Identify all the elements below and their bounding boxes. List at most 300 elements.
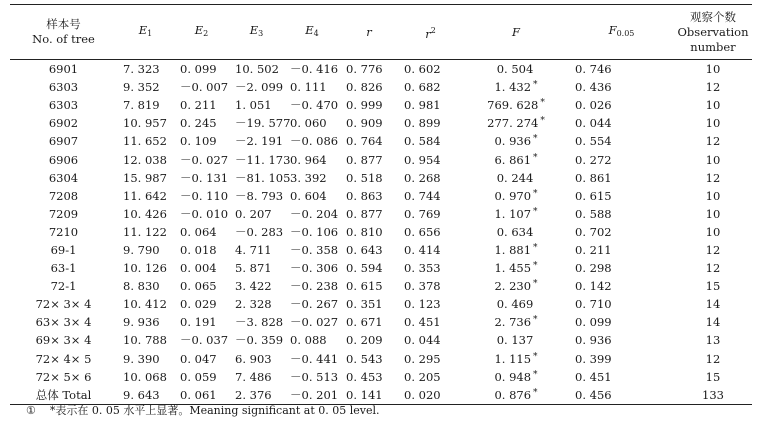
footnote-text: *表示在 0. 05 水平上显著。Meaning significant at 0. 05 level. [49,404,380,417]
cell-f-value: 0. 876 [494,387,532,402]
cell-e2 [174,313,229,331]
cell-f005-value: 0. 399 [575,351,612,366]
cell-e3-value: 3. 422 [235,279,272,294]
cell-r-value: 0. 351 [346,297,383,312]
cell-r2 [398,60,463,79]
cell-e2-value: －0. 037 [180,333,229,348]
cell-e3 [229,223,284,241]
cell-r2 [398,241,463,259]
cell-e4-value: －0. 086 [290,134,339,149]
header-e4-subscript: 4 [313,29,319,38]
cell-e4-value: 0. 604 [290,188,327,203]
cell-r [340,350,398,368]
cell-sample-id-value: 72× 3× 4 [35,297,92,312]
cell-e2 [174,241,229,259]
cell-e1 [117,169,174,187]
cell-r2-value: 0. 602 [404,62,441,77]
table-row [10,205,752,223]
significance-star: * [533,242,538,253]
cell-e3-value: －81. 105 [235,170,291,185]
cell-f005 [569,277,674,295]
cell-sample-id [10,96,117,114]
cell-e4-value: 0. 111 [290,80,327,95]
cell-f005 [569,132,674,150]
cell-sample-id [10,187,117,205]
cell-e4 [284,295,340,313]
cell-r-value: 0. 209 [346,333,383,348]
cell-f005 [569,350,674,368]
cell-r-value: 0. 810 [346,224,383,239]
cell-observation-count [674,78,752,96]
cell-f [463,295,569,313]
cell-e1 [117,114,174,132]
cell-e4-value: －0. 513 [290,369,339,384]
cell-r2-value: 0. 451 [404,315,441,330]
cell-r2 [398,114,463,132]
cell-r-value: 0. 518 [346,170,383,185]
header-r-symbol: r [366,24,372,39]
cell-f005 [569,259,674,277]
table-body [10,60,752,405]
cell-e2 [174,114,229,132]
cell-r2-value: 0. 205 [404,369,441,384]
cell-f005-value: 0. 026 [575,98,612,113]
cell-e4-value: －0. 358 [290,242,339,257]
header-observation [674,5,752,60]
table-row [10,368,752,386]
cell-f005-value: 0. 211 [575,242,612,257]
cell-sample-id [10,114,117,132]
cell-observation-count-value: 12 [705,134,721,149]
header-e1 [117,5,174,60]
cell-e1 [117,350,174,368]
cell-f-value: 2. 736 [494,315,532,330]
cell-r2 [398,386,463,405]
significance-star: * [533,351,538,362]
table-row [10,223,752,241]
cell-sample-id [10,331,117,349]
cell-e4-value: －0. 106 [290,224,339,239]
cell-r2 [398,205,463,223]
table-row [10,187,752,205]
cell-e4 [284,114,340,132]
cell-f-value: 769. 628 [487,98,539,113]
cell-e3-value: －11. 173 [235,152,291,167]
cell-observation-count [674,150,752,168]
cell-e4 [284,60,340,79]
cell-f-value: 0. 970 [494,188,532,203]
cell-observation-count [674,223,752,241]
cell-e1-value: 11. 652 [123,134,167,149]
cell-f-value: 0. 634 [496,224,534,239]
cell-f-value: 0. 137 [496,333,534,348]
header-e3 [229,5,284,60]
cell-observation-count [674,241,752,259]
cell-e3-value: －0. 283 [235,224,284,239]
cell-e2-value: 0. 059 [180,369,217,384]
cell-sample-id-value: 6906 [48,152,79,167]
cell-r [340,132,398,150]
cell-e2 [174,78,229,96]
cell-f005-value: 0. 298 [575,261,612,276]
cell-f [463,223,569,241]
significance-star: * [540,116,545,127]
cell-r-value: 0. 909 [346,116,383,131]
cell-observation-count [674,169,752,187]
cell-e1 [117,187,174,205]
cell-f [463,331,569,349]
header-f005-symbol: F [608,23,617,37]
cell-observation-count-value: 15 [705,279,721,294]
cell-r-value: 0. 141 [346,387,383,402]
cell-f [463,205,569,223]
cell-r-value: 0. 615 [346,279,383,294]
cell-e1-value: 11. 642 [123,188,167,203]
cell-e4 [284,169,340,187]
significance-star: * [533,387,538,398]
cell-e3 [229,313,284,331]
cell-r [340,277,398,295]
data-table [10,4,752,405]
cell-sample-id [10,313,117,331]
cell-r [340,259,398,277]
cell-r2-value: 0. 378 [404,279,441,294]
cell-e1-value: 10. 957 [123,116,167,131]
cell-sample-id [10,368,117,386]
cell-observation-count-value: 10 [705,152,721,167]
cell-r [340,114,398,132]
cell-e4-value: 3. 392 [290,170,327,185]
cell-sample-id-value: 7208 [48,188,79,203]
significance-star: * [533,369,538,380]
cell-r2-value: 0. 044 [404,333,441,348]
cell-f005 [569,96,674,114]
cell-e1-value: 10. 412 [123,297,167,312]
cell-e1 [117,96,174,114]
cell-r [340,368,398,386]
cell-r2-value: 0. 744 [404,188,441,203]
cell-e3 [229,150,291,168]
cell-sample-id-value: 72× 4× 5 [35,351,92,366]
cell-r [340,313,398,331]
cell-e1-value: 10. 068 [123,369,167,384]
cell-r-value: 0. 643 [346,242,383,257]
cell-r-value: 0. 594 [346,261,383,276]
cell-observation-count-value: 10 [705,62,721,77]
cell-observation-count-value: 10 [705,188,721,203]
table-row [10,96,752,114]
cell-observation-count-value: 133 [702,387,724,402]
cell-f [463,169,569,187]
cell-observation-count-value: 10 [705,98,721,113]
cell-f-value: 6. 861 [494,152,532,167]
cell-observation-count [674,368,752,386]
cell-f005-value: 0. 451 [575,369,612,384]
cell-e4 [284,350,340,368]
cell-e3 [229,350,284,368]
cell-e3-value: －2. 191 [235,134,284,149]
header-e2-symbol: E [194,23,204,37]
cell-sample-id-value: 69-1 [50,242,77,257]
cell-sample-id-value: 6907 [48,134,79,149]
cell-e1-value: 9. 936 [123,315,160,330]
cell-e1 [117,241,174,259]
cell-f-value: 1. 107 [494,206,532,221]
cell-r2-value: 0. 414 [404,242,441,257]
cell-e2-value: 0. 191 [180,315,217,330]
cell-e3-value: 7. 486 [235,369,272,384]
cell-e3-value: 5. 871 [235,261,272,276]
cell-e4 [284,313,340,331]
cell-e2 [174,331,229,349]
cell-e2-value: －0. 110 [180,188,229,203]
cell-r [340,223,398,241]
cell-sample-id-value: 6902 [48,116,79,131]
cell-e2 [174,295,229,313]
cell-e4-value: －0. 238 [290,279,339,294]
cell-e1-value: 10. 426 [123,206,167,221]
cell-sample-id [10,78,117,96]
cell-f [463,259,569,277]
cell-observation-count [674,132,752,150]
cell-observation-count-value: 14 [705,297,721,312]
cell-sample-id [10,132,117,150]
cell-r [340,96,398,114]
cell-e2-value: 0. 099 [180,62,217,77]
cell-r2 [398,295,463,313]
cell-e4 [284,368,340,386]
significance-star: * [533,206,538,217]
cell-f [463,350,569,368]
cell-sample-id [10,295,117,313]
cell-e2-value: 0. 064 [180,224,217,239]
cell-f [463,60,569,79]
cell-e1-value: 9. 390 [123,351,160,366]
cell-f-value: 1. 455 [494,261,532,276]
cell-e4-value: 0. 060 [290,116,327,131]
cell-r2 [398,223,463,241]
cell-f [463,150,569,168]
cell-f005 [569,295,674,313]
cell-f005 [569,60,674,79]
cell-f [463,114,569,132]
cell-sample-id-value: 69× 3× 4 [35,333,92,348]
cell-f-value: 0. 469 [496,297,534,312]
significance-star: * [533,134,538,145]
cell-f005 [569,169,674,187]
cell-sample-id-value: 总体 Total [35,387,92,402]
cell-e4 [284,241,340,259]
significance-star: * [533,279,538,290]
cell-e2-value: 0. 245 [180,116,217,131]
cell-e3 [229,259,284,277]
header-f-symbol: F [512,24,520,39]
cell-e4 [284,277,340,295]
cell-r2 [398,277,463,295]
cell-sample-id-value: 6901 [48,62,79,77]
cell-r2-value: 0. 353 [404,261,441,276]
cell-e3-value: 0. 207 [235,206,272,221]
cell-observation-count [674,331,752,349]
cell-f [463,386,569,405]
cell-r2 [398,169,463,187]
cell-e3-value: －8. 793 [235,188,284,203]
cell-e4-value: －0. 416 [290,62,339,77]
cell-r-value: 0. 776 [346,62,383,77]
cell-r2-value: 0. 954 [404,152,441,167]
cell-f-value: 1. 432 [494,80,532,95]
cell-r-value: 0. 764 [346,134,383,149]
cell-e4 [284,205,340,223]
cell-e1-value: 7. 819 [123,98,160,113]
cell-observation-count [674,60,752,79]
table-row [10,169,752,187]
table-row [10,241,752,259]
cell-r2-value: 0. 020 [404,387,441,402]
cell-e4-value: 0. 088 [290,333,327,348]
cell-e2-value: 0. 004 [180,261,217,276]
header-r2-superscript: 2 [430,25,436,35]
cell-e3 [229,169,291,187]
cell-r-value: 0. 671 [346,315,383,330]
cell-observation-count-value: 12 [705,80,721,95]
cell-e1 [117,78,174,96]
cell-e2 [174,132,229,150]
cell-observation-count-value: 15 [705,369,721,384]
cell-e3-value: 2. 328 [235,297,272,312]
cell-e2-value: 0. 211 [180,98,217,113]
cell-e3-value: －19. 577 [235,116,291,131]
cell-e1-value: 9. 352 [123,80,160,95]
cell-observation-count [674,350,752,368]
cell-observation-count [674,295,752,313]
cell-f005 [569,78,674,96]
cell-observation-count-value: 10 [705,206,721,221]
cell-e4 [284,223,340,241]
cell-sample-id [10,205,117,223]
cell-r [340,331,398,349]
cell-observation-count-value: 10 [705,116,721,131]
cell-e1 [117,60,174,79]
cell-e3-value: 6. 903 [235,351,272,366]
cell-e4 [284,78,340,96]
cell-e2 [174,223,229,241]
cell-e1 [117,277,174,295]
cell-e1-value: 12. 038 [123,152,167,167]
cell-observation-count-value: 13 [705,333,721,348]
cell-e3 [229,295,284,313]
cell-e1-value: 15. 987 [123,170,167,185]
cell-sample-id [10,241,117,259]
table-row [10,277,752,295]
cell-sample-id [10,350,117,368]
table-row [10,350,752,368]
cell-r-value: 0. 453 [346,369,383,384]
header-f005-subscript: 0.05 [616,29,635,38]
cell-e1-value: 9. 790 [123,242,160,257]
table-row [10,78,752,96]
cell-e1-value: 11. 122 [123,224,167,239]
cell-f005 [569,114,674,132]
cell-r2-value: 0. 899 [404,116,441,131]
cell-e4 [284,187,340,205]
cell-sample-id [10,259,117,277]
table-row [10,259,752,277]
cell-r2-value: 0. 584 [404,134,441,149]
significance-star: * [533,315,538,326]
cell-r2 [398,259,463,277]
cell-r [340,241,398,259]
cell-e2-value: 0. 065 [180,279,217,294]
table-row [10,331,752,349]
header-observation-en1: Observation [677,24,749,39]
table-row [10,60,752,79]
cell-f [463,78,569,96]
cell-e1-value: 10. 788 [123,333,167,348]
cell-e1 [117,132,174,150]
cell-r [340,205,398,223]
cell-f [463,187,569,205]
cell-f005-value: 0. 861 [575,170,612,185]
cell-r [340,187,398,205]
header-row [10,5,752,60]
header-e2-subscript: 2 [203,29,209,38]
cell-r2-value: 0. 656 [404,224,441,239]
header-e1-subscript: 1 [147,29,153,38]
cell-r2-value: 0. 682 [404,80,441,95]
cell-e4 [284,259,340,277]
cell-e4-value: －0. 027 [290,315,339,330]
cell-f005 [569,223,674,241]
cell-r2 [398,350,463,368]
header-e3-subscript: 3 [258,29,264,38]
cell-e2-value: －0. 007 [180,80,229,95]
cell-f-value: 1. 115 [494,351,532,366]
cell-e3-value: －0. 359 [235,333,284,348]
cell-e3 [229,277,284,295]
cell-observation-count [674,96,752,114]
cell-e2 [174,259,229,277]
cell-f005 [569,331,674,349]
cell-r [340,60,398,79]
cell-r [340,295,398,313]
cell-observation-count-value: 12 [705,170,721,185]
table-row [10,295,752,313]
cell-e4 [284,132,340,150]
header-sample [10,5,117,60]
cell-e3 [229,368,284,386]
cell-sample-id-value: 72× 5× 6 [35,369,92,384]
cell-e1-value: 10. 126 [123,261,167,276]
cell-r2-value: 0. 123 [404,297,441,312]
header-f005 [569,5,674,60]
cell-r [340,150,398,168]
cell-e3 [229,205,284,223]
cell-r2 [398,368,463,386]
cell-e4 [284,96,340,114]
cell-e2-value: 0. 047 [180,351,217,366]
cell-r-value: 0. 877 [346,206,383,221]
cell-r2 [398,187,463,205]
cell-f-value: 0. 936 [494,134,532,149]
cell-f [463,132,569,150]
cell-e2 [174,60,229,79]
cell-r-value: 0. 999 [346,98,383,113]
cell-sample-id-value: 6303 [48,80,79,95]
cell-e2-value: 0. 109 [180,134,217,149]
cell-f [463,313,569,331]
footnote [26,402,380,418]
